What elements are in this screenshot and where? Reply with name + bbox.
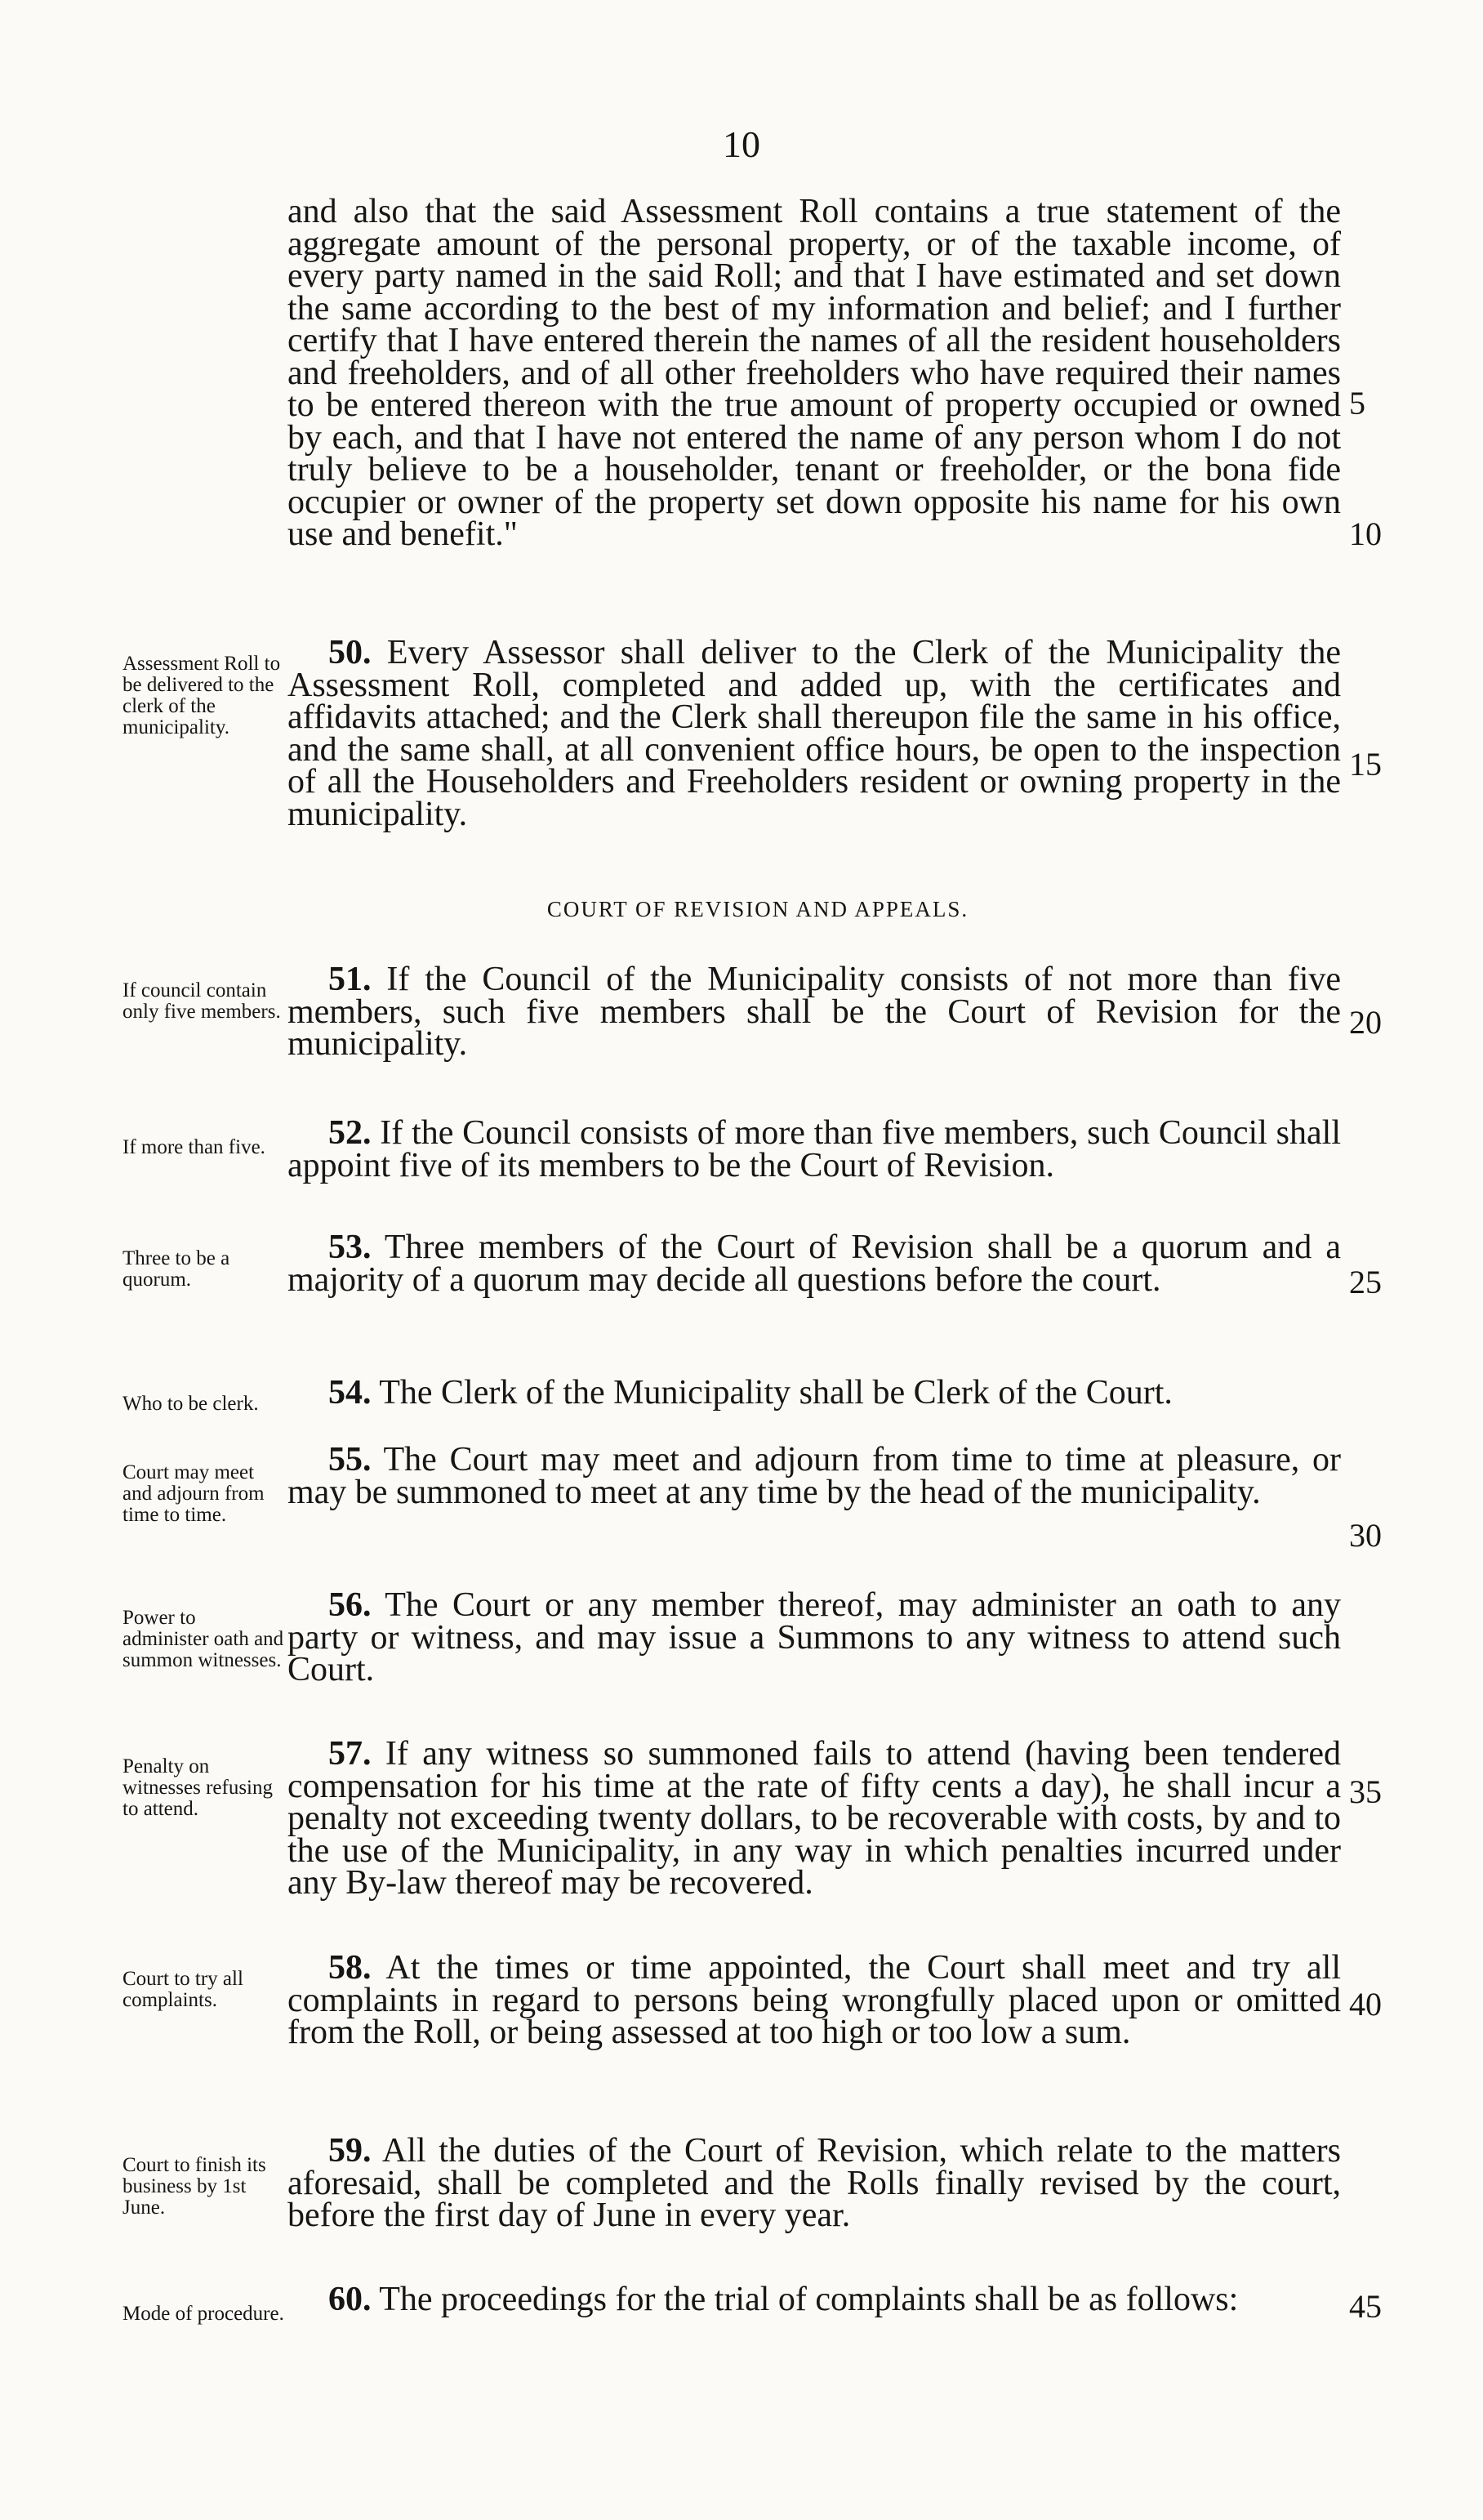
section-number-52: 52. — [328, 1114, 372, 1152]
section-heading: COURT OF REVISION AND APPEALS. — [546, 897, 969, 921]
line-number-45: 45 — [1349, 2288, 1382, 2325]
line-number-5: 5 — [1349, 385, 1365, 421]
margin-note-58: Court to try all complaints. — [122, 1968, 243, 2011]
section-number-56: 56. — [328, 1586, 372, 1624]
line-number-15: 15 — [1349, 746, 1382, 783]
line-number-10: 10 — [1349, 515, 1382, 552]
margin-note-55: Court may meet and adjourn from time to time. — [122, 1461, 265, 1526]
line-number-40: 40 — [1349, 1986, 1382, 2023]
section-number-53: 53. — [328, 1229, 372, 1266]
margin-note-50: Assessment Roll to be delivered to the clerk of the municipality. — [122, 653, 281, 738]
margin-note-52: If more than five. — [122, 1136, 265, 1158]
section-text-51: If the Council of the Municipality consists of not more than five members, such five members shall be the Court of Revision for the municipality. — [287, 961, 1342, 1063]
section-text-54: The Clerk of the Municipality shall be Clerk of the Court. — [379, 1374, 1173, 1412]
section-body-53 — [287, 1229, 1341, 1299]
section-number-51: 51. — [328, 961, 372, 998]
section-text-55: The Court may meet and adjourn from time to time at pleasure, or may be summoned to meet at any time by the head of the municipality. — [287, 1441, 1341, 1511]
line-number-35: 35 — [1349, 1773, 1382, 1810]
opening-paragraph — [287, 193, 1341, 553]
section-number-54: 54. — [328, 1374, 372, 1412]
section-body-57 — [287, 1735, 1341, 1902]
margin-note-56: Power to administer oath and summon witnesses. — [122, 1607, 284, 1671]
section-body-60 — [287, 2281, 1341, 2318]
section-text-52: If the Council consists of more than five members, such Council shall appoint five of its members to be the Court of Revision. — [287, 1114, 1341, 1184]
section-text-53: Three members of the Court of Revision shall be a quorum and a majority of a quorum may decide all questions before the court. — [287, 1229, 1341, 1299]
section-number-60: 60. — [328, 2281, 372, 2318]
section-text-50: Every Assessor shall deliver to the Clerk of the Municipality the Assessment Roll, completed and added up, with the certificates and affidavits attached; and the Clerk shall thereupon file the same in his office, and the same shall, at all convenient office hours, be open to the inspection of all the Householders and Freeholders resident or owning property in the municipality. — [287, 634, 1342, 833]
margin-note-59: Court to finish its business by 1st June. — [122, 2154, 266, 2219]
section-text-56: The Court or any member thereof, may administer an oath to any party or witness, and may issue a Summons to any witness to attend such Court. — [287, 1586, 1341, 1688]
section-number-57: 57. — [328, 1735, 372, 1773]
section-body-58 — [287, 1949, 1342, 2051]
margin-note-51: If council contain only five members. — [122, 979, 281, 1023]
margin-note-54: Who to be clerk. — [122, 1393, 259, 1415]
section-number-50: 50. — [328, 634, 372, 671]
section-body-50 — [287, 634, 1342, 833]
section-body-59 — [287, 2132, 1342, 2234]
margin-note-60: Mode of procedure. — [122, 2303, 284, 2325]
section-body-55 — [287, 1441, 1341, 1511]
line-number-25: 25 — [1349, 1264, 1382, 1300]
section-body-52 — [287, 1114, 1341, 1184]
section-number-58: 58. — [328, 1949, 372, 1987]
page-number: 10 — [723, 123, 760, 165]
section-body-56 — [287, 1586, 1341, 1688]
section-text-59: All the duties of the Court of Revision, which relate to the matters aforesaid, shall be completed and the Rolls finally revised by the court, before the first day of June in every year. — [287, 2132, 1342, 2234]
section-body-51 — [287, 961, 1342, 1063]
section-text-60: The proceedings for the trial of complaints shall be as follows: — [379, 2281, 1239, 2318]
margin-note-53: Three to be a quorum. — [122, 1247, 230, 1291]
section-text-58: At the times or time appointed, the Court shall meet and try all complaints in regard to persons being wrongfully placed upon or omitted from the Roll, or being assessed at too high or too low a sum. — [287, 1949, 1342, 2051]
margin-note-57: Penalty on witnesses refusing to attend. — [122, 1755, 273, 1820]
section-body-54 — [287, 1374, 1341, 1412]
opening-text: and also that the said Assessment Roll contains a true statement of the aggregate amount of the personal property, or of the taxable income, of every party named in the said Roll; and that I have estimated and set down the same according to the best of my information and belief; and I further certify that I have entered therein the names of all the resident householders and freeholders, and of all other freeholders who have required their names to be entered thereon with the true amount of property occupied or owned by each, and that I have not entered the name of any person whom I do not truly believe to be a householder, tenant or freeholder, or the bona fide occupier or owner of the property set down opposite his name for his own use and benefit." — [287, 193, 1341, 553]
section-text-57: If any witness so summoned fails to attend (having been tendered compensation for his time at the rate of fifty cents a day), he shall incur a penalty not exceeding twenty dollars, to be recoverable with costs, by and to the use of the Municipality, in any way in which penalties incurred under any By-law thereof may be recovered. — [287, 1735, 1341, 1902]
line-number-30: 30 — [1349, 1517, 1382, 1554]
line-number-20: 20 — [1349, 1004, 1382, 1041]
section-number-59: 59. — [328, 2132, 372, 2170]
section-number-55: 55. — [328, 1441, 372, 1479]
